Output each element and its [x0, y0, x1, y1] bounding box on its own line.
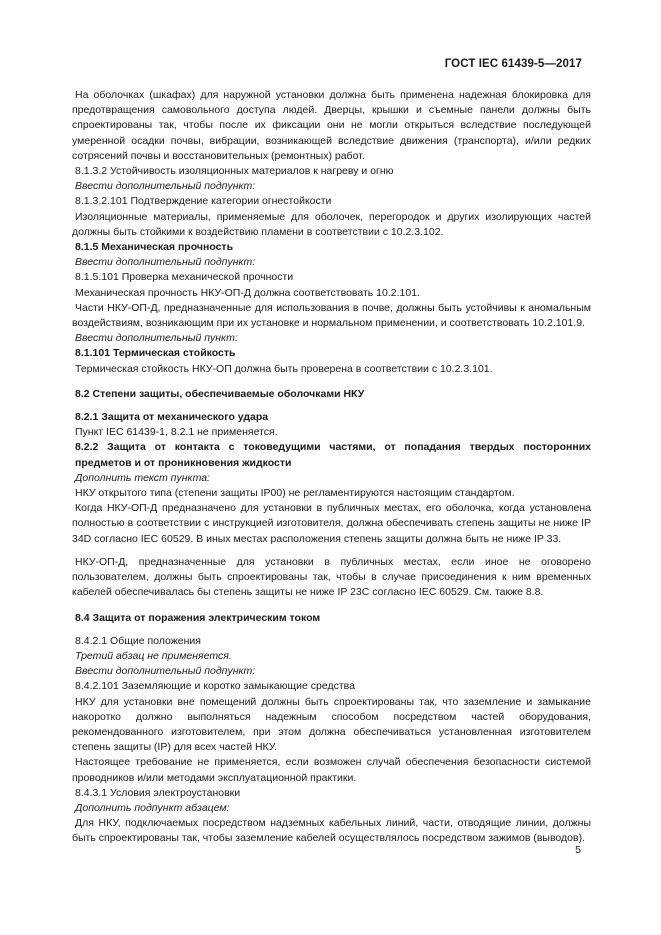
paragraph: Когда НКУ-ОП-Д предназначено для установки в публичных местах, его оболочка, когда установлена полностью в соответствии с инструкцией изготовителя, должна обеспечивать степень защиты не ниже IP 34D согласно IEC 60529. В иных местах расположения степень защиты должна быть не ниже IP 33.: [72, 502, 591, 545]
section-heading: 8.1.5 Механическая прочность: [75, 241, 234, 254]
subsection-heading: 8.4.2.101 Заземляющие и коротко замыкающие средства: [75, 680, 355, 693]
instruction-text: Дополнить текст пункта:: [75, 471, 210, 484]
section-heading: 8.2.2 Защита от контакта с токоведущими частями, от попадания твердых посторонних предметов и от проникновения жидкости: [75, 441, 591, 469]
section-heading: 8.4 Защита от поражения электрическим током: [75, 611, 321, 624]
subsection-heading: 8.1.5.101 Проверка механической прочности: [75, 271, 294, 284]
paragraph: Пункт IEC 61439-1, 8.2.1 не применяется.: [75, 426, 278, 439]
paragraph: На оболочках (шкафах) для наружной установки должна быть применена надежная блокировка для предотвращения самовольного доступа людей. Дверцы, крышки и съемные панели должны быть спроектированы так, чтобы после их фиксации они не могли открыться вследствие последующей умеренной осадки почвы, вибрации, возникающей вследствие движения (транспорта), и/или редких сотрясений почвы и восстановительных (ремонтных) работ.: [72, 89, 591, 162]
paragraph: Механическая прочность НКУ-ОП-Д должна соответствовать 10.2.101.: [75, 286, 420, 299]
subsection-heading: 8.1.3.2 Устойчивость изоляционных материалов к нагреву и огню: [75, 165, 394, 178]
instruction-text: Ввести дополнительный подпункт:: [75, 665, 256, 678]
paragraph: Для НКУ, подключаемых посредством надземных кабельных линий, части, отводящие линии, должны быть спроектированы так, чтобы заземление кабелей осуществлялось посредством зажимов (выводов).: [72, 817, 591, 845]
subsection-heading: 8.1.3.2.101 Подтверждение категории огнестойкости: [75, 195, 332, 208]
paragraph: Настоящее требование не применяется, если возможен случай обеспечения безопасности системой проводников и/или методами эксплуатационной практики.: [72, 756, 591, 784]
document-header: ГОСТ IEC 61439-5—2017: [444, 58, 582, 70]
paragraph: НКУ-ОП-Д, предназначенные для установки в публичных местах, если иное не оговорено пользователем, должны быть спроектированы так, чтобы в случае присоединения к ним временных кабелей обеспечивалась бы степень защиты не ниже IP 23C согласно IEC 60529. См. также 8.8.: [72, 555, 591, 599]
paragraph: Термическая стойкость НКУ-ОП должна быть проверена в соответствии с 10.2.3.101.: [75, 362, 493, 375]
instruction-text: Ввести дополнительный подпункт:: [75, 256, 256, 269]
paragraph: НКУ открытого типа (степени защиты IP00) не регламентируются настоящим стандартом.: [75, 487, 515, 500]
instruction-text: Третий абзац не применяется.: [75, 649, 232, 662]
paragraph: Части НКУ-ОП-Д, предназначенные для использования в почве, должны быть устойчивы к аномальным воздействиям, возникающим при их установке и нормальном применении, и соответствовать 10.2.101.9.: [72, 301, 591, 330]
instruction-text: Ввести дополнительный пункт:: [75, 332, 238, 345]
instruction-text: Ввести дополнительный подпункт:: [75, 180, 256, 193]
subsection-heading: 8.4.3.1 Условия электроустановки: [75, 786, 241, 799]
instruction-text: Дополнить подпункт абзацем:: [75, 801, 230, 814]
section-heading: 8.2.1 Защита от механического удара: [75, 411, 269, 424]
section-heading: 8.1.101 Термическая стойкость: [75, 347, 236, 360]
paragraph: Изоляционные материалы, применяемые для оболочек, перегородок и других изолирующих частей должны быть стойкими к воздействию пламени в соответствии с 10.2.3.102.: [72, 210, 591, 238]
document-body: [72, 88, 591, 847]
paragraph: НКУ для установки вне помещений должны быть спроектированы так, что заземление и замыкание накоротко должно выполняться надежным способом посредством частей оборудования, рекомендованного изготовителем, при этом должна обеспечиваться установленная изготовителем степень защиты (IP) для всех частей НКУ.: [72, 695, 591, 754]
subsection-heading: 8.4.2.1 Общие положения: [75, 634, 201, 647]
page-number: 5: [575, 844, 581, 856]
section-heading: 8.2 Степени защиты, обеспечиваемые оболочками НКУ: [75, 387, 365, 400]
